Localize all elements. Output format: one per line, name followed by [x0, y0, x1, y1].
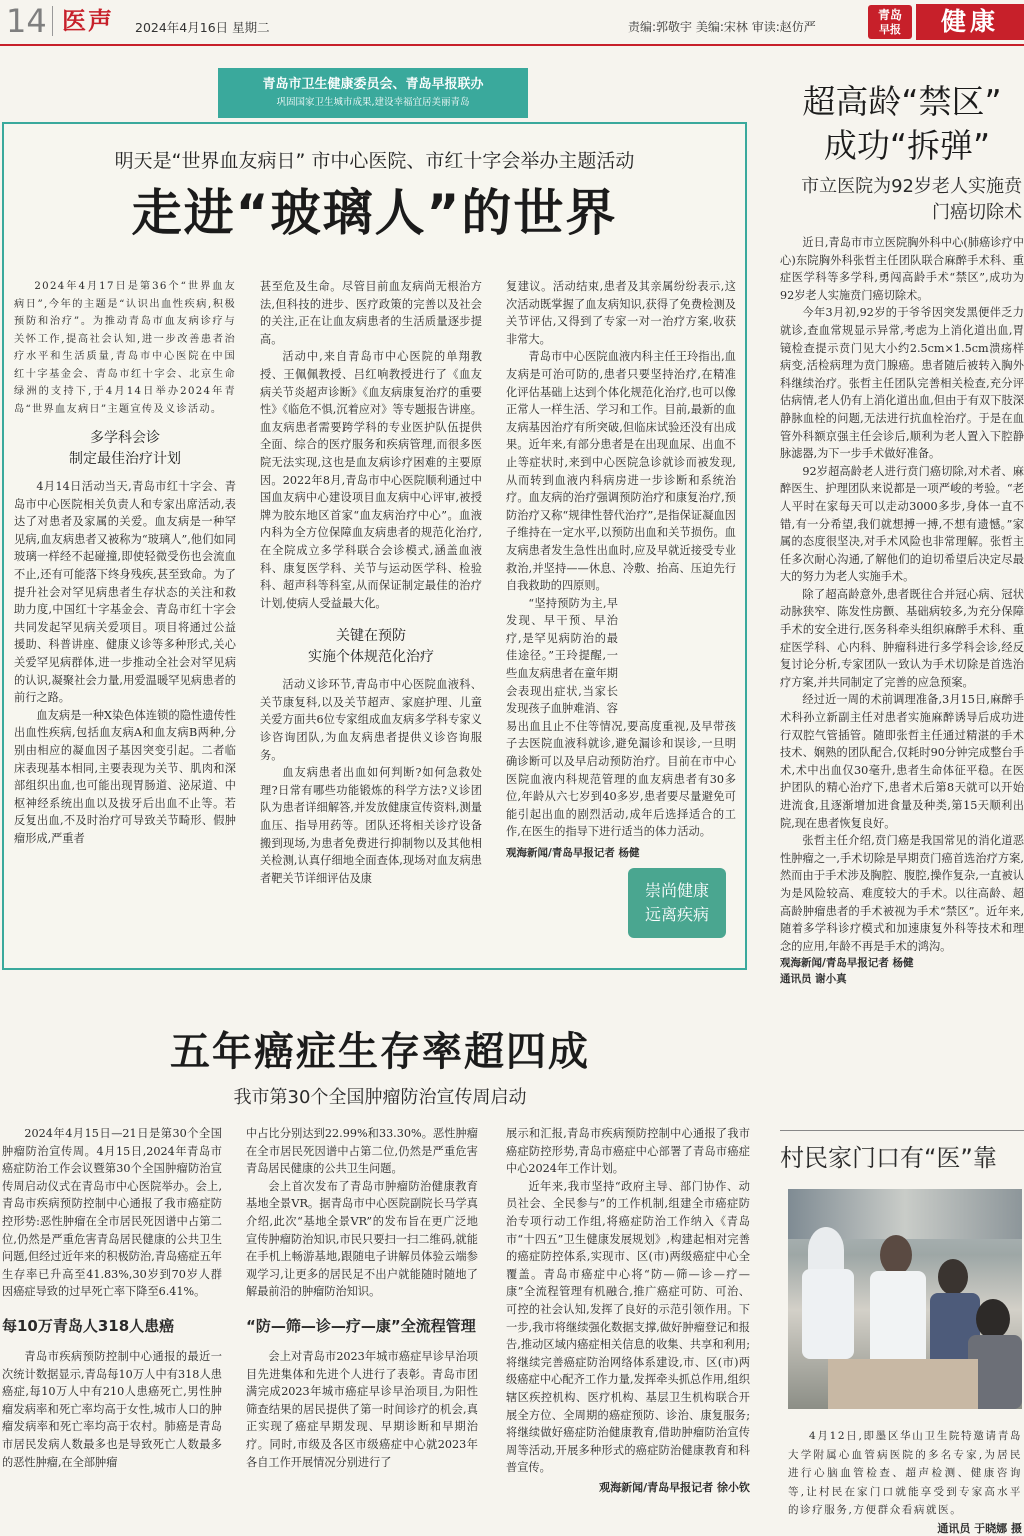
page-header: [0, 0, 1024, 46]
article-column-1: [2, 1125, 222, 1471]
news-photo: [788, 1189, 1022, 1409]
photo-caption: 4月12日,即墨区华山卫生院特邀请青岛大学附属心血管病医院的多名专家,为居民进行心脑血管检查、超声检测、健康咨询等,让村民在家门口就能享受到专家高水平的诊疗服务,方便群众看病就医。 通讯员 于晓娜 摄: [788, 1430, 1022, 1535]
article-byline: 观海新闻/青岛早报记者 杨健 通讯员 谢小真: [780, 957, 914, 986]
subheading-process: “防—筛—诊—疗—康”全流程管理: [246, 1316, 476, 1335]
issue-date: 2024年4月16日 星期二: [135, 20, 270, 35]
photo-credit: 通讯员 于晓娜 摄: [937, 1521, 1022, 1535]
article-hemophilia: [2, 122, 747, 970]
paragraph: 会上对青岛市2023年城市癌症早诊早治项目先进集体和先进个人进行了表彰。青岛市团满完成2023年城市癌症早诊早治项目,为阳性筛查结果的居民提供了第一时间诊疗的机会,真正实现了癌症早期发现、早期诊断和早期治疗。同时,市级及各区市级癌症中心就2023年各自工作开展情况分别进行了: [246, 1349, 478, 1469]
article-subhead: 我市第30个全国肿瘤防治宣传周启动: [233, 1087, 527, 1108]
article-byline: 观海新闻/青岛早报记者 杨健: [506, 847, 640, 859]
article-headline: 走进“玻璃人”的世界: [131, 184, 618, 242]
paragraph: 除了超高龄意外,患者既往合并冠心病、冠状动脉狭窄、陈发性房颤、基础病较多,为充分保障手术的安全进行,医务科牵头组织麻醉手术科、重症医学科、心内科、肿瘤科进行多学科会诊,经反复讨论分析,专家团队一致认为手术切除是首选治疗方案,并共同制定了完善的应急预案。: [780, 587, 1024, 689]
article-column-2: [246, 1125, 478, 1471]
paragraph: 会上首次发布了青岛市肿瘤防治健康教育基地全景VR。据青岛市中心医院副院长马学真介绍,此次“基地全景VR”的发布旨在更广泛地宣传肿瘤防治知识,市民只要扫一扫二维码,就能在手机上畅游基地,跟随电子讲解员体验云端参观学习,让更多的居民足不出户就能随时随地了解最前沿的肿瘤防治知识。: [246, 1179, 478, 1299]
article-column-1: [14, 278, 236, 847]
paragraph: 青岛市疾病预防控制中心通报的最近一次统计数据显示,青岛每10万人中有318人患癌症,每10万人中有210人患癌死亡,男性肿瘤发病率和死亡率均高于女性,城市人口的肿瘤发病率和死亡率均高于农村。肺癌是青岛市居民发病人数最多也是导致死亡人数最多的恶性肿瘤,在全部肿瘤: [2, 1349, 222, 1469]
paragraph: 甚至危及生命。尽管目前血友病尚无根治方法,但科技的进步、医疗政策的完善以及社会的关注,正在让血友病患者的生活质量逐步提高。: [260, 280, 482, 346]
article-intro: 2024年4月17日是第36个“世界血友病日”,今年的主题是“认识出血性疾病,积极预防和治疗”。为推动青岛市血友病诊疗与关怀工作,提高社会认知,进一步改善患者治疗水平和生活质量,青岛市中心医院在中国红十字基金会、青岛市红十字会、北京生命绿洲的支持下,于4月14日举办2024年青岛“世界血友病日”主题宣传及义诊活动。: [14, 281, 236, 415]
article-headline: 超高龄“禁区” 成功“拆弹”: [802, 82, 1002, 165]
paragraph: 4月14日活动当天,青岛市红十字会、青岛市中心医院相关负责人和专家出席活动,表达了对患者及家属的关爱。血友病是一种罕见病,血友病患者又被称为“玻璃人”,他们如同玻璃一样经不起碰撞,即使轻微受伤也会流血不止,还有可能落下终身残疾,甚至致命。为了提升社会对罕见病患者生存状态的关注和救助力度,中国红十字基金会、青岛市红十字会共同发起罕见病关爱项目。项目将通过公益援助、科普讲座、健康义诊等多种形式,关心关爱罕见病群体,进一步推动全社会对罕见病的认识,凝聚社会力量,用爱温暖罕见病患者的前行之路。: [14, 480, 236, 705]
subheading-prevention: 关键在预防 实施个体规范化治疗: [308, 628, 434, 666]
paragraph: 92岁超高龄老人进行贲门癌切除,对术者、麻醉医生、护理团队来说都是一项严峻的考验。“老人平时在家每天可以走动3000多步,身体一直不错,有一分希望,我们就想搏一搏,不想有遗憾。”家属的态度很坚决,对手术风险也非常理解。张哲主任多次耐心沟通,了解他们的迫切希望后决定尽最大的努力为老人实施手术。: [780, 464, 1024, 584]
article-column-3: [506, 278, 736, 861]
slogan-badge: [628, 868, 726, 938]
slogan-text: 崇尚健康 远离疾病: [644, 881, 709, 924]
article-headline: 村民家门口有“医”靠: [780, 1144, 997, 1172]
paragraph: 血友病是一种X染色体连锁的隐性遗传性出血性疾病,包括血友病A和血友病B两种,分别由相应的凝血因子基因突变引起。二者临床表现基本相同,主要表现为关节、肌肉和深部组织出血,也可能出现胃肠道、泌尿道、中枢神经系统出血以及拔牙后出血不止等。若反复出血,不及时治疗可导致关节畸形、假肿瘤形成,严重者: [14, 708, 236, 845]
newspaper-logo: 青岛 早报: [868, 5, 912, 39]
section-right-label: 健康: [916, 4, 1024, 40]
article-kicker: 明天是“世界血友病日” 市中心医院、市红十字会举办主题活动: [114, 150, 635, 172]
paragraph: 活动义诊环节,青岛市中心医院血液科、关节康复科,以及关节超声、家庭护理、儿童关爱方面共6位专家组成血友病多学科专家义诊咨询团队,为血友病患者提供义诊咨询服务。: [260, 678, 482, 762]
paragraph: 近年来,我市坚持“政府主导、部门协作、动员社会、全民参与”的工作机制,组建全市癌症防治专项行动工作组,将癌症防治工作纳入《青岛市“十四五”卫生健康发展规划》,构建起相对完善的癌症防控体系,实现市、区(市)两级癌症中心全覆盖。青岛市癌症中心将“防—筛—诊—疗—康”全流程管理有机融合,推广癌症可防、可治、可控的社会认知,发挥了良好的示范引领作用。下一步,我市将继续强化数据支撑,做好肿瘤登记和报告,推动区域内癌症相关信息的收集、共享和利用;将继续完善癌症防治网络体系建设,市、区(市)两级癌症中心配齐工作力量,发挥牵头抓总作用,组织辖区疾控机构、医疗机构、基层卫生机构联合开展全方位、全周期的癌症预防、诊治、康复服务;将继续做好癌症防治健康教育,借助肿瘤防治宣传周等活动,开展多种形式的癌症防治健康教育和科普宣传。: [506, 1179, 750, 1475]
paragraph: 近日,青岛市市立医院胸外科中心(肺癌诊疗中心)东院胸外科张哲主任团队联合麻醉手术科、重症医学科等多学科,勇闯高龄手术“禁区”,成功为92岁老人实施贲门癌切除术。: [780, 236, 1024, 302]
paragraph: 青岛市中心医院血液内科主任王玲指出,血友病是可治可防的,患者只要坚持治疗,在精准化评估基础上达到个体化规范化治疗,也可以像正常人一样生活、学习和工作。目前,最新的血友病基因治疗有所突破,但临床试验还没有出成果。近年来,有部分患者是在出现血尿、出血不止等症状时,来到中心医院急诊就诊而被发现,从而转到血液内科病房进一步诊断和系统治疗。血友病的治疗强调预防治疗和康复治疗,预防治疗又称“规律性替代治疗”,是指保证凝血因子维持在一定水平,以预防出血和关节损伤。血友病患者发生急性出血时,应及早就近接受专业救治,并坚持——休息、冷敷、抬高、压迫先行自我救助的四原则。: [506, 350, 736, 593]
paragraph: 活动中,来自青岛市中心医院的单翔教授、王佩佩教授、吕红响教授进行了《血友病关节炎超声诊断》《血友病康复治疗的重要性》《临危不惧,沉着应对》等专题报告讲座。血友病患者需要跨学科的专业医护队伍提供全面、综合的医疗服务和疾病管理,而很多医院无法实现,这也是血友病诊疗困难的主要原因。2022年8月,青岛市中心医院顺利通过中国血友病中心建设项目血友病中心评审,被授牌为胶东地区首家“血友病治疗中心”。血液内科为全方位保障血友病患者的规范化治疗,在全院成立多学科联合会诊模式,涵盖血液科、康复医学科、关节与运动医学科、检验科、超声科等科室,从而保证制定最佳的治疗计划,使病人受益最大化。: [260, 350, 482, 610]
paragraph: 复建议。活动结束,患者及其亲属纷纷表示,这次活动既掌握了血友病知识,获得了免费检测及关节评估,又得到了专家一对一治疗方案,收获非常大。: [506, 280, 736, 346]
article-subhead: 市立医院为92岁老人实施贲门癌切除术: [801, 176, 1022, 223]
banner-subtitle: 巩固国家卫生城市成果,建设幸福宜居美丽青岛: [276, 97, 470, 108]
subheading-mdt: 多学科会诊 制定最佳治疗计划: [69, 430, 181, 467]
editor-credits: 责编:郭敬宇 美编:宋林 审读:赵仿严: [628, 20, 816, 34]
banner-title: 青岛市卫生健康委员会、青岛早报联办: [262, 77, 484, 92]
article-column-2: [260, 278, 482, 887]
article-body: [780, 234, 1024, 987]
article-elderly-surgery: [780, 80, 1024, 1120]
paragraph: 血友病患者出血如何判断?如何急救处理?日常有哪些功能锻炼的科学方法?义诊团队为患者详细解答,并发放健康宣传资料,测量血压、指导用药等。团队还将相关诊疗设备搬到现场,为患者免费进行抑制物以及其他相关检测,认真仔细地全面查体,现场对血友病患者靶关节详细评估及康: [260, 766, 482, 885]
subheading-incidence: 每10万青岛人318人患癌: [2, 1316, 175, 1335]
article-headline: 五年癌症生存率超四成: [170, 1029, 590, 1075]
paragraph: 展示和汇报,青岛市疾病预防控制中心通报了我市癌症防控形势,青岛市癌症中心部署了青岛市癌症中心2024年工作计划。: [506, 1127, 750, 1176]
page-number: 14: [6, 2, 47, 40]
paragraph: “坚持预防为主,早发现、早干预、早治疗,是罕见病防治的最佳途径。”王玲提醒,一些血友病患者在童年期会表现出症状,当家长发现孩子血肿难消、容易出血且止不住等情况,要高度重视,及早带孩子去医院血液科就诊,避免漏诊和误诊,一旦明确诊断可以及早启动预防治疗。目前在市中心医院血液内科规范管理的血友病患者有30多位,年龄从六七岁到40多岁,患者要尽量避免可能引起出血的剧烈活动,成年后选择适合的工作,在医生的指导下进行适当的体力活动。: [506, 596, 736, 839]
article-cancer-survival: [0, 1025, 760, 1531]
section-name: 医声: [62, 7, 114, 35]
paragraph: 中占比分别达到22.99%和33.30%。恶性肿瘤在全市居民死因谱中占第二位,仍然是严重危害青岛居民健康的公共卫生问题。: [246, 1127, 478, 1176]
paragraph: 2024年4月15日—21日是第30个全国肿瘤防治宣传周。4月15日,2024年青岛市癌症防治工作会议暨第30个全国肿瘤防治宣传周启动仪式在青岛市中心医院举办。会上,青岛市疾病预防控制中心通报了我市癌症防控形势:恶性肿瘤在全市居民死因谱中占第二位,仍然是严重危害青岛居民健康的公共卫生问题,但经过近年来的积极防治,青岛癌症五年生存率已升高至41.83%,30岁到70岁人群因癌症导致的过早死亡率下降至6.41%。: [2, 1127, 222, 1299]
paragraph: 张哲主任介绍,贲门癌是我国常见的消化道恶性肿瘤之一,手术切除是早期贲门癌首选治疗方案,然而由于手术涉及胸腔、腹腔,操作复杂,一直被认为是风险较高、难度较大的手术。以往高龄、超高龄肿瘤患者的手术被视为手术“禁区”。近年来,随着多学科诊疗模式和加速康复外科等技术和理念的应用,年龄不再是手术的鸿沟。: [780, 834, 1024, 953]
article-byline: 观海新闻/青岛早报记者 徐小钦: [599, 1480, 750, 1494]
article-village-doctor: [780, 1130, 1024, 1535]
paragraph: 今年3月初,92岁的于爷爷因突发黑便伴乏力就诊,查血常规显示异常,考虑为上消化道出血,胃镜检查提示贲门见大小约2.5cm×1.5cm溃疡样病变,活检病理为贲门腺癌。患者随后被转入胸外科继续治疗。张哲主任团队完善相关检查,充分评估病情,老人仍有上消化道出血,但由于有双下肢深静脉血栓的问题,无法进行抗血栓治疗。于是在血管外科额京强主任会诊后,顺利为老人置入下腔静脉滤器,为下一步手术做好准备。: [780, 306, 1024, 461]
sponsor-banner: [218, 68, 528, 118]
article-column-3: [506, 1125, 750, 1495]
paragraph: 经过近一周的术前调理准备,3月15日,麻醉手术科孙立新副主任对患者实施麻醉诱导后成功进行双腔气管插管。随即张哲主任通过精湛的手术技术、娴熟的团队配合,仅耗时90分钟完成整台手术,术中出血仅30毫升,患者生命体征平稳。在医护团队的精心治疗下,患者术后第8天就可以开始进流食,且逐渐增加进食量及种类,第15天顺利出院,现在患者恢复良好。: [780, 693, 1024, 830]
